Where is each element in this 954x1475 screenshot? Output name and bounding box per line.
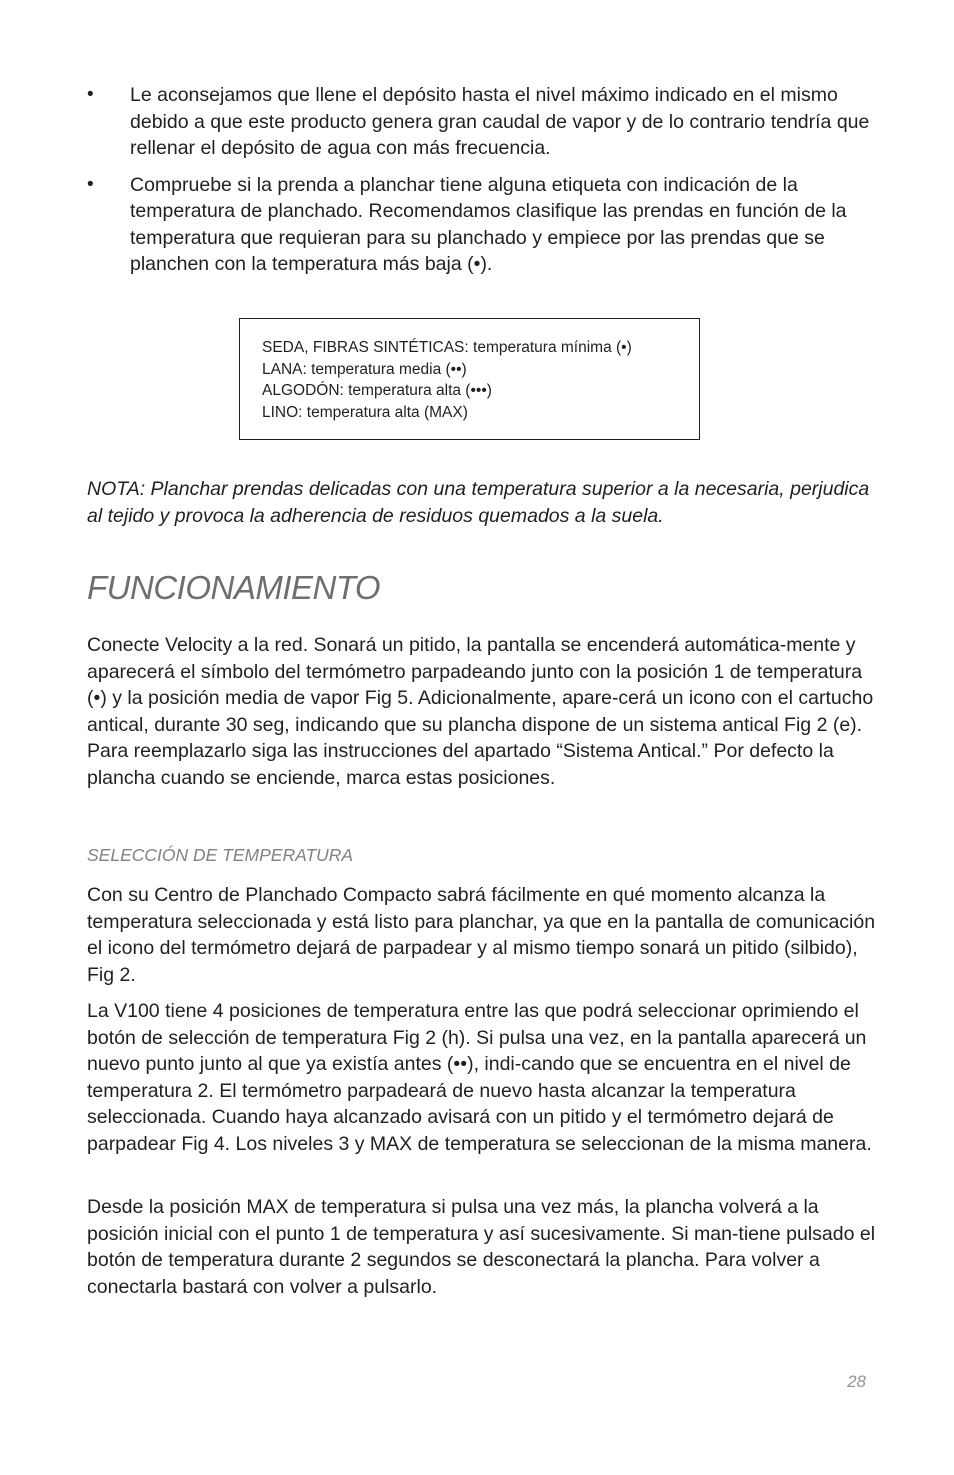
- bullet-item-tank-level: [87, 82, 877, 162]
- bullet-dot-icon: •: [87, 84, 94, 105]
- temperature-guide-box: [239, 318, 700, 440]
- temperature-line-cotton: ALGODÓN: temperatura alta (•••): [262, 382, 492, 399]
- temperature-line-silk: SEDA, FIBRAS SINTÉTICAS: temperatura mínima (•): [262, 339, 632, 356]
- temperature-paragraph-3: Desde la posición MAX de temperatura si pulsa una vez más, la plancha volverá a la posición inicial con el punto 1 de temperatura y así sucesivamente. Si man-tiene pulsado el botón de temperatura durante 2 segundos se desconectará la plancha. Para volver a conectarla bastará con volver a pulsarlo.: [87, 1196, 876, 1298]
- bullet-dot-icon: •: [87, 173, 94, 195]
- note-paragraph: NOTA: Planchar prendas delicadas con una temperatura superior a la necesaria, perjudica al tejido y provoca la adherencia de residuos quemados a la suela.: [87, 478, 870, 527]
- temperature-paragraph-1: Con su Centro de Planchado Compacto sabrá fácilmente en qué momento alcanza la temperatura seleccionada y está listo para planchar, ya que en la pantalla de comunicación el icono del termómetro dejará de parpadear y al mismo tiempo sonará un pitido (silbido), Fig 2.: [87, 884, 876, 986]
- temperature-line-wool: LANA: temperatura media (••): [262, 360, 467, 378]
- bullet-text: Compruebe si la prenda a planchar tiene alguna etiqueta con indicación de la temperatura de planchado. Recomendamos clasifique las prendas en función de la temperatura que requieran para su planchado y empiece por las prendas que se planchen con la temperatura más baja (•).: [130, 173, 847, 275]
- section-title: FUNCIONAMIENTO: [87, 569, 381, 606]
- temperature-line-linen: LINO: temperatura alta (MAX): [262, 403, 468, 421]
- bullet-item-garment-label: [87, 172, 877, 278]
- temperature-paragraph-2: La V100 tiene 4 posiciones de temperatura entre las que podrá seleccionar oprimiendo el botón de selección de temperatura Fig 2 (h). Si pulsa una vez, en la pantalla aparecerá un nuevo punto junto al que ya existía antes (••), indi-cando que se encuentra en el nivel de temperatura 2. El termómetro parpadeará de nuevo hasta alcanzar la temperatura seleccionada. Cuando haya alcanzado avisará con un pitido y el termómetro dejará de parpadear Fig 4. Los niveles 3 y MAX de temperatura se seleccionan de la misma manera.: [87, 1000, 872, 1155]
- bullet-text: Le aconsejamos que llene el depósito hasta el nivel máximo indicado en el mismo debido a que este producto genera gran caudal de vapor y de lo contrario tendría que rellenar el depósito de agua con más frecuencia.: [130, 84, 870, 159]
- subsection-title: SELECCIÓN DE TEMPERATURA: [87, 845, 354, 865]
- page-number: 28: [847, 1372, 866, 1391]
- bullet-list: [87, 82, 877, 288]
- operation-paragraph: Conecte Velocity a la red. Sonará un pitido, la pantalla se encenderá automática-mente y aparecerá el símbolo del termómetro parpadeando junto con la posición 1 de temperatura (•) y la posición media de vapor Fig 5. Adicionalmente, apare-cerá un icono con el cartucho antical, durante 30 seg, indicando que su plancha dispone de un sistema antical Fig 2 (e). Para reemplazarlo siga las instrucciones del apartado “Sistema Antical.” Por defecto la plancha cuando se enciende, marca estas posiciones.: [87, 634, 874, 789]
